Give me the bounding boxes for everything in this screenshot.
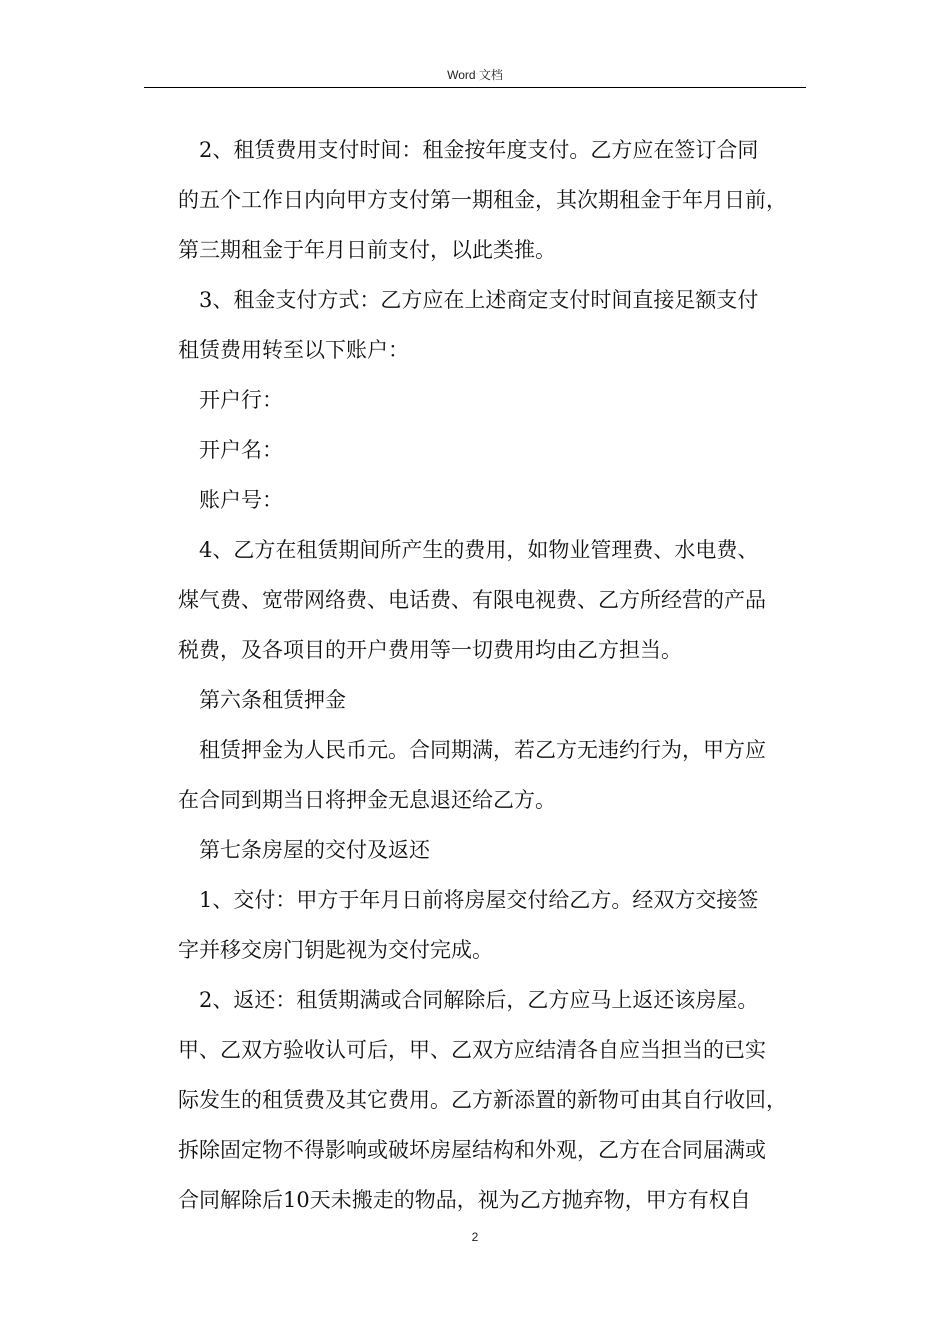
section-heading: 第七条房屋的交付及返还 — [199, 838, 430, 862]
page-number: 2 — [471, 1230, 479, 1244]
page-header: Word 文档 — [447, 68, 503, 82]
paragraph-line: 拆除固定物不得影响或破坏房屋结构和外观，乙方在合同届满或 — [178, 1138, 766, 1162]
paragraph-line: 4、乙方在租赁期间所产生的费用，如物业管理费、水电费、 — [199, 538, 759, 562]
paragraph-line: 的五个工作日内向甲方支付第一期租金，其次期租金于年月日前， — [178, 188, 787, 212]
paragraph-line: 开户名： — [199, 438, 283, 462]
paragraph-line: 租赁费用转至以下账户： — [178, 338, 409, 362]
paragraph-line: 甲、乙双方验收认可后，甲、乙双方应结清各自应当担当的已实 — [178, 1038, 766, 1062]
paragraph-line: 租赁押金为人民币元。合同期满，若乙方无违约行为，甲方应 — [199, 738, 766, 762]
paragraph-line: 2、租赁费用支付时间：租金按年度支付。乙方应在签订合同 — [199, 138, 759, 162]
paragraph-line: 2、返还：租赁期满或合同解除后，乙方应马上返还该房屋。 — [199, 988, 759, 1012]
paragraph-line: 际发生的租赁费及其它费用。乙方新添置的新物可由其自行收回， — [178, 1088, 787, 1112]
paragraph-line: 税费，及各项目的开户费用等一切费用均由乙方担当。 — [178, 638, 682, 662]
paragraph-line: 煤气费、宽带网络费、电话费、有限电视费、乙方所经营的产品 — [178, 588, 766, 612]
paragraph-line: 3、租金支付方式：乙方应在上述商定支付时间直接足额支付 — [199, 288, 759, 312]
paragraph-line: 合同解除后10天未搬走的物品，视为乙方抛弃物，甲方有权自 — [178, 1188, 751, 1212]
header-divider — [144, 87, 806, 88]
paragraph-line: 在合同到期当日将押金无息退还给乙方。 — [178, 788, 556, 812]
paragraph-line: 账户号： — [199, 488, 283, 512]
paragraph-line: 开户行： — [199, 388, 283, 412]
paragraph-line: 第三期租金于年月日前支付，以此类推。 — [178, 238, 556, 262]
paragraph-line: 字并移交房门钥匙视为交付完成。 — [178, 938, 493, 962]
section-heading: 第六条租赁押金 — [199, 688, 346, 712]
paragraph-line: 1、交付：甲方于年月日前将房屋交付给乙方。经双方交接签 — [199, 888, 759, 912]
